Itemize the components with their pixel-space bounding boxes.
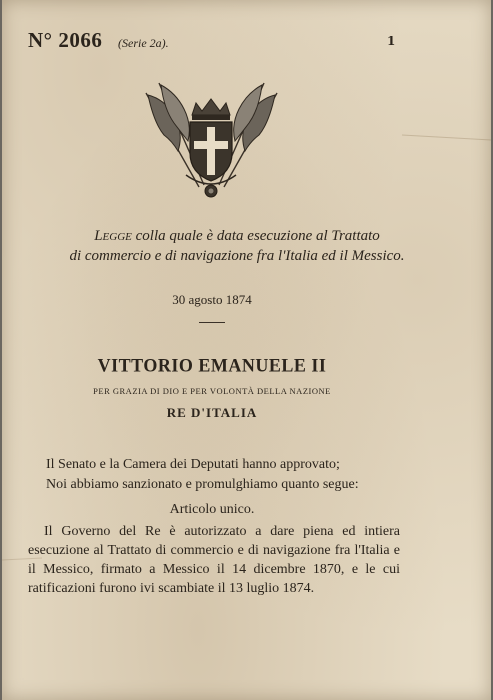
title-lead: Legge [94, 228, 132, 244]
article-heading: Articolo unico. [169, 502, 255, 517]
king-name: VITTORIO EMANUELE II [97, 354, 327, 376]
savoy-coat-of-arms-with-flags-icon [134, 75, 289, 205]
article-text [28, 522, 400, 598]
page-number: 1 [387, 34, 396, 48]
divider [199, 322, 225, 323]
preamble-line-2: Noi abbiamo sanzionato e promulghiamo quanto segue: [46, 477, 359, 492]
series-label: (Serie 2a). [118, 36, 169, 50]
title-line-1-rest: colla quale è data esecuzione al Trattato [131, 228, 380, 244]
article-paragraph: Il Governo del Re è autorizzato a dare piena ed intiera esecuzione al Trattato di commercio e di navigazione fra l'Italia e il Messico, firmato a Messico il 14 dicembre 1870, e le cui ratificazioni furono ivi scambiate il 13 luglio 1874. [28, 524, 400, 596]
document-page [2, 0, 491, 700]
title-line-1 [22, 226, 452, 246]
law-date: 30 agosto 1874 [172, 292, 252, 307]
king-title: RE D'ITALIA [166, 405, 258, 420]
title-line-2: di commercio e di navigazione fra l'Italia ed il Messico. [69, 248, 405, 264]
decree-number: N° 2066 [28, 28, 103, 52]
preamble-line-1: Il Senato e la Camera dei Deputati hanno approvato; [46, 457, 340, 472]
law-title [22, 226, 452, 266]
king-grace-formula: PER GRAZIA DI DIO E PER VOLONTÀ DELLA NAZIONE [93, 386, 331, 396]
